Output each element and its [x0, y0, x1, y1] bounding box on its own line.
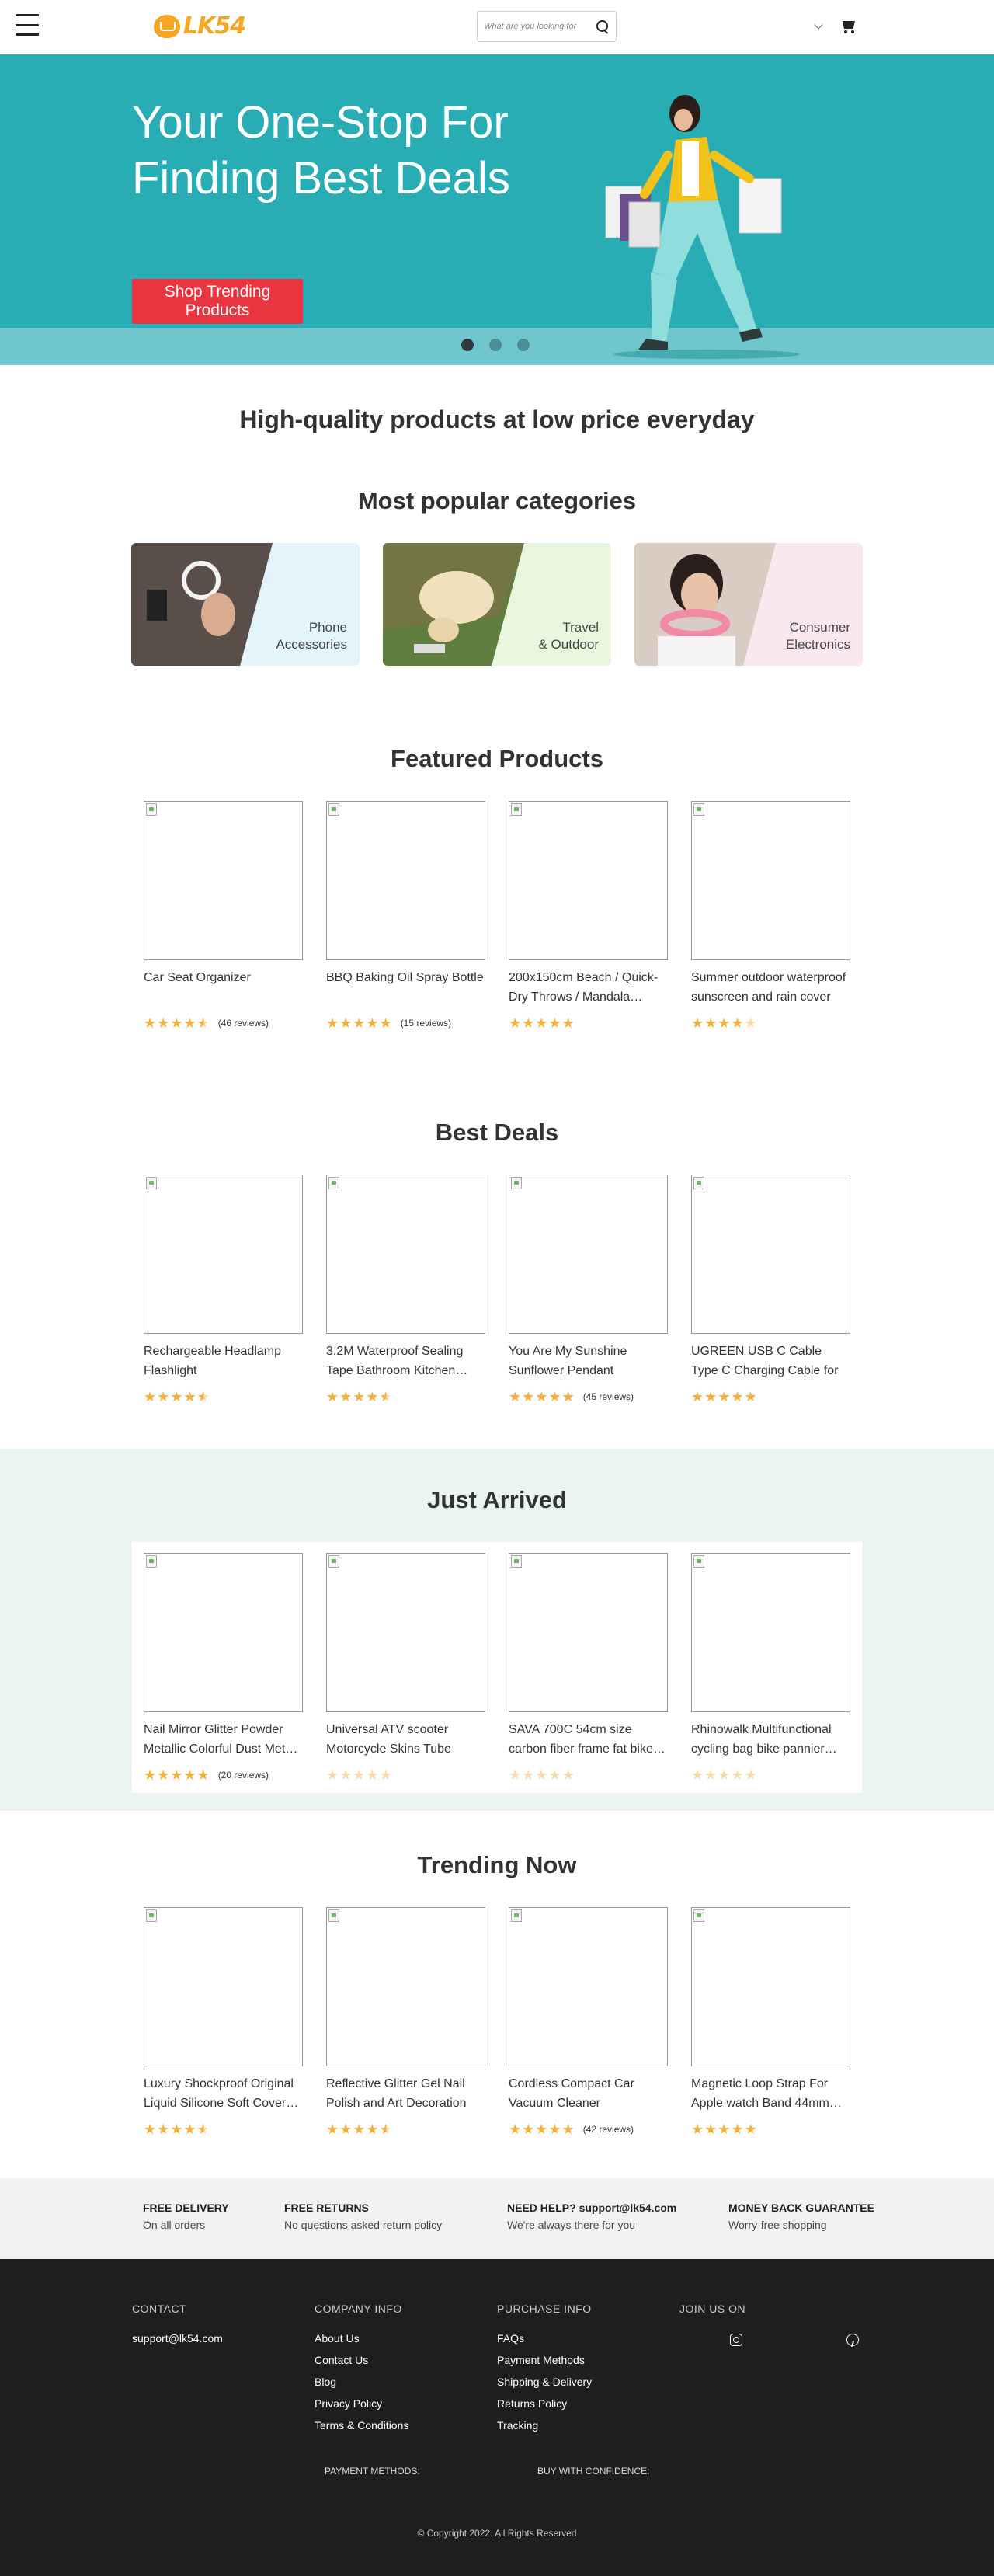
review-count: (20 reviews): [217, 1770, 269, 1781]
product-name[interactable]: Magnetic Loop Strap For Apple watch Band 44mm…: [691, 2077, 842, 2110]
product-name[interactable]: 200x150cm Beach / Quick-Dry Throws / Mandala…: [509, 971, 659, 1004]
product-image[interactable]: [326, 1175, 485, 1334]
category-label: Phone Accessories: [276, 620, 347, 652]
product-card[interactable]: [691, 801, 850, 1032]
broken-image-icon: [693, 1909, 704, 1922]
product-image[interactable]: [326, 801, 485, 960]
product-card[interactable]: [691, 1553, 850, 1784]
feature-title: FREE DELIVERY: [143, 2202, 229, 2214]
just-arrived-products: [132, 1553, 862, 1784]
product-image[interactable]: [509, 1907, 668, 2066]
product-image[interactable]: [326, 1907, 485, 2066]
product-rating: [691, 1015, 850, 1032]
broken-image-icon: [328, 1177, 339, 1189]
slider-dot[interactable]: [517, 339, 530, 351]
footer-email-link[interactable]: support@lk54.com: [132, 2332, 223, 2345]
star-rating-icon: ★★★★★: [509, 1388, 575, 1405]
product-name[interactable]: BBQ Baking Oil Spray Bottle: [326, 971, 484, 984]
just-arrived-box: [132, 1542, 862, 1793]
broken-image-icon: [328, 803, 339, 816]
product-rating: [144, 2121, 303, 2138]
footer-link-privacy[interactable]: Privacy Policy: [315, 2397, 383, 2410]
broken-image-icon: [146, 803, 157, 816]
star-rating-icon: ★★★★★: [144, 1767, 210, 1783]
review-count: (42 reviews): [582, 2124, 634, 2135]
feature-need-help: [507, 2202, 728, 2259]
product-name[interactable]: Car Seat Organizer: [144, 971, 251, 984]
product-card[interactable]: [326, 1175, 485, 1405]
broken-image-icon: [328, 1909, 339, 1922]
product-card[interactable]: [509, 1553, 668, 1784]
product-image[interactable]: [691, 1553, 850, 1712]
trending-products: [0, 1907, 994, 2138]
product-card[interactable]: [509, 801, 668, 1032]
broken-image-icon: [146, 1909, 157, 1922]
product-card[interactable]: [144, 1553, 303, 1784]
product-rating: [509, 1388, 668, 1405]
copyright: © Copyright 2022. All Rights Reserved: [417, 2528, 577, 2539]
footer-heading: JOIN US ON: [679, 2303, 746, 2315]
buy-confidence-label: BUY WITH CONFIDENCE:: [537, 2466, 650, 2477]
product-card[interactable]: [326, 1553, 485, 1784]
menu-icon[interactable]: [16, 14, 39, 36]
product-rating: [326, 1015, 485, 1032]
product-card[interactable]: [326, 1907, 485, 2138]
category-card-consumer-electronics[interactable]: [634, 543, 863, 666]
product-name[interactable]: Rechargeable Headlamp Flashlight: [144, 1345, 281, 1377]
payment-methods-label: PAYMENT METHODS:: [325, 2466, 420, 2477]
product-name[interactable]: Luxury Shockproof Original Liquid Silicone Soft Cover…: [144, 2077, 299, 2110]
footer-link-about[interactable]: About Us: [315, 2332, 360, 2345]
tagline: High-quality products at low price everyday: [239, 406, 755, 433]
product-card[interactable]: [326, 801, 485, 1032]
footer-heading: COMPANY INFO: [315, 2303, 402, 2315]
cart-icon[interactable]: [840, 19, 857, 34]
product-image[interactable]: [509, 801, 668, 960]
broken-image-icon: [693, 1177, 704, 1189]
star-rating-icon: ★★★★★: [144, 1388, 210, 1405]
product-name[interactable]: Summer outdoor waterproof sunscreen and rain cover: [691, 971, 846, 1004]
star-rating-icon: ★★★★★: [144, 2121, 210, 2137]
product-image[interactable]: [144, 1175, 303, 1334]
product-rating: [144, 1767, 303, 1784]
search-input[interactable]: [484, 22, 585, 31]
feature-title: MONEY BACK GUARANTEE: [728, 2202, 874, 2214]
shop-trending-button[interactable]: Shop Trending Products: [132, 279, 303, 324]
footer-link-contact[interactable]: Contact Us: [315, 2354, 369, 2366]
feature-free-delivery: [143, 2202, 284, 2259]
product-name[interactable]: UGREEN USB C Cable Type C Charging Cable for: [691, 1345, 839, 1377]
product-name[interactable]: You Are My Sunshine Sunflower Pendant: [509, 1345, 627, 1377]
product-name[interactable]: Reflective Glitter Gel Nail Polish and Art Decoration: [326, 2077, 467, 2110]
product-name[interactable]: SAVA 700C 54cm size carbon fiber frame fat bike…: [509, 1723, 666, 1756]
product-card[interactable]: [144, 1175, 303, 1405]
product-card[interactable]: [509, 1907, 668, 2138]
category-card-phone-accessories[interactable]: [131, 543, 360, 666]
logo-cart-icon: [154, 15, 180, 38]
feature-subtitle: No questions asked return policy: [284, 2219, 443, 2231]
product-image[interactable]: [691, 801, 850, 960]
category-label: Travel & Outdoor: [538, 620, 599, 652]
product-image[interactable]: [326, 1553, 485, 1712]
review-count: (15 reviews): [400, 1018, 452, 1029]
footer-link-faqs[interactable]: FAQs: [497, 2332, 525, 2345]
product-name[interactable]: Nail Mirror Glitter Powder Metallic Colorful Dust Met…: [144, 1723, 298, 1756]
just-arrived-section: [0, 1449, 994, 1811]
featured-products: [0, 801, 994, 1032]
star-rating-icon: ★★★★★: [509, 1015, 575, 1031]
broken-image-icon: [511, 1909, 522, 1922]
star-rating-icon: ★★★★★: [326, 1388, 393, 1405]
broken-image-icon: [511, 1555, 522, 1568]
review-count: (46 reviews): [217, 1018, 269, 1029]
broken-image-icon: [328, 1555, 339, 1568]
footer-link-blog[interactable]: Blog: [315, 2376, 337, 2388]
product-rating: [509, 2121, 668, 2138]
product-card[interactable]: [509, 1175, 668, 1405]
product-image[interactable]: [691, 1175, 850, 1334]
footer-join-us: [679, 2303, 746, 2327]
star-rating-icon: ★★★★★: [691, 2121, 758, 2137]
star-rating-icon: ★★★★★: [326, 2121, 393, 2137]
star-rating-icon: ★★★★★: [509, 1767, 575, 1783]
trending-title: Trending Now: [417, 1851, 577, 1878]
review-count: (45 reviews): [582, 1391, 634, 1402]
hero-banner: [0, 54, 994, 365]
product-rating: [326, 1388, 485, 1405]
product-name[interactable]: Universal ATV scooter Motorcycle Skins Tube: [326, 1723, 451, 1756]
instagram-icon[interactable]: [730, 2334, 742, 2346]
hero-woman-shopping-image: [559, 85, 823, 365]
footer-purchase-info: [497, 2303, 592, 2436]
search-box: [477, 11, 617, 42]
just-arrived-title: Just Arrived: [427, 1486, 567, 1513]
star-rating-icon: ★★★★★: [326, 1015, 393, 1031]
product-image[interactable]: [144, 801, 303, 960]
feature-title: FREE RETURNS: [284, 2202, 369, 2214]
product-image[interactable]: [144, 1907, 303, 2066]
product-rating: [326, 1767, 485, 1784]
star-rating-icon: ★★★★★: [691, 1388, 758, 1405]
broken-image-icon: [511, 1177, 522, 1189]
product-name[interactable]: Rhinowalk Multifunctional cycling bag bike pannier…: [691, 1723, 837, 1756]
logo-text: LK54: [183, 12, 246, 40]
hero-title: Your One-Stop For Finding Best Deals: [132, 97, 510, 204]
footer-company-info: [315, 2303, 408, 2436]
footer-link-tracking[interactable]: Tracking: [497, 2419, 539, 2432]
footer-link-payment[interactable]: Payment Methods: [497, 2354, 585, 2366]
site-footer: [0, 2259, 994, 2576]
feature-title: NEED HELP? support@lk54.com: [507, 2202, 677, 2214]
broken-image-icon: [511, 803, 522, 816]
product-name[interactable]: 3.2M Waterproof Sealing Tape Bathroom Kitchen…: [326, 1345, 468, 1377]
featured-title: Featured Products: [391, 745, 603, 772]
category-card-travel-outdoor[interactable]: [383, 543, 611, 666]
site-logo[interactable]: [154, 12, 245, 40]
broken-image-icon: [693, 1555, 704, 1568]
chevron-down-icon[interactable]: [814, 20, 822, 29]
product-rating: [144, 1015, 303, 1032]
categories-title: Most popular categories: [357, 487, 637, 514]
slider-dot[interactable]: [489, 339, 502, 351]
slider-dot[interactable]: [461, 339, 474, 351]
product-rating: [144, 1388, 303, 1405]
footer-heading: CONTACT: [132, 2303, 187, 2315]
product-rating: [509, 1015, 668, 1032]
star-rating-icon: ★★★★★: [691, 1015, 758, 1031]
product-card[interactable]: [691, 1907, 850, 2138]
star-rating-icon: ★★★★★: [144, 1015, 210, 1031]
broken-image-icon: [146, 1177, 157, 1189]
product-rating: [691, 1388, 850, 1405]
footer-link-shipping[interactable]: Shipping & Delivery: [497, 2376, 593, 2388]
product-rating: [691, 1767, 850, 1784]
feature-subtitle: On all orders: [143, 2219, 206, 2231]
product-card[interactable]: [691, 1175, 850, 1405]
feature-money-back: [728, 2202, 884, 2259]
categories-list: [0, 543, 994, 666]
product-image[interactable]: [144, 1553, 303, 1712]
product-rating: [509, 1767, 668, 1784]
product-rating: [326, 2121, 485, 2138]
star-rating-icon: ★★★★★: [509, 2121, 575, 2137]
search-icon[interactable]: [596, 19, 610, 33]
best-deals-title: Best Deals: [435, 1119, 559, 1146]
footer-link-returns[interactable]: Returns Policy: [497, 2397, 568, 2410]
product-card[interactable]: [144, 1907, 303, 2138]
feature-free-returns: [284, 2202, 507, 2259]
footer-heading: PURCHASE INFO: [497, 2303, 592, 2315]
broken-image-icon: [693, 803, 704, 816]
footer-contact: [132, 2303, 223, 2349]
product-image[interactable]: [691, 1907, 850, 2066]
category-label: Consumer Electronics: [785, 620, 850, 652]
pinterest-icon[interactable]: [846, 2334, 859, 2346]
feature-subtitle: Worry-free shopping: [728, 2219, 827, 2231]
product-card[interactable]: [144, 801, 303, 1032]
slider-dots: [461, 339, 530, 351]
product-image[interactable]: [509, 1175, 668, 1334]
broken-image-icon: [146, 1555, 157, 1568]
product-rating: [691, 2121, 850, 2138]
star-rating-icon: ★★★★★: [691, 1767, 758, 1783]
footer-link-terms[interactable]: Terms & Conditions: [315, 2419, 409, 2432]
feature-subtitle: We're always there for you: [507, 2219, 636, 2231]
best-deals-products: [0, 1175, 994, 1405]
product-image[interactable]: [509, 1553, 668, 1712]
star-rating-icon: ★★★★★: [326, 1767, 393, 1783]
product-name[interactable]: Cordless Compact Car Vacuum Cleaner: [509, 2077, 634, 2110]
site-header: [0, 0, 994, 54]
features-bar: [0, 2178, 994, 2259]
